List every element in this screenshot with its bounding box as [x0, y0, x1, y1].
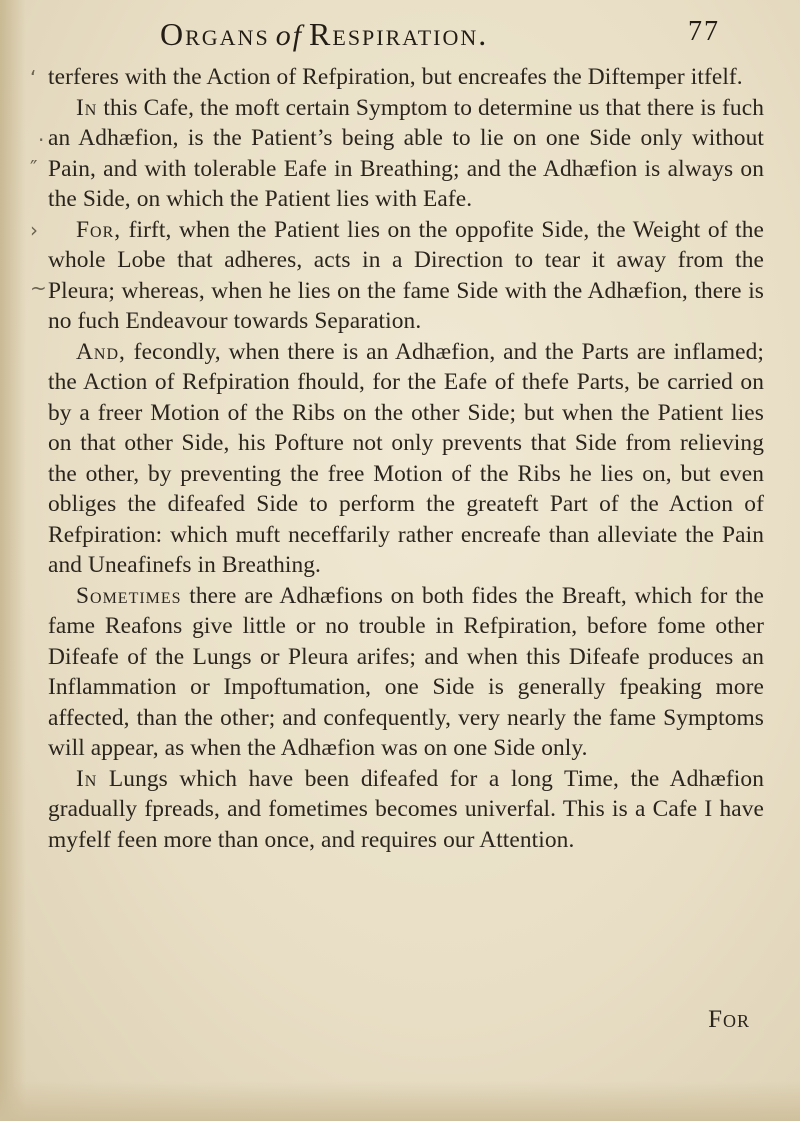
paragraph-6-text: Lungs which have been difeafed for a long Time, the Adhæfion gradually fpreads, and fometimes becomes univerfal. This is a Cafe I have myfelf feen more than once, and requires our Attention. [48, 765, 764, 853]
running-head-title-part-1: Organs [160, 16, 270, 52]
margin-pencil-mark: ″ [30, 156, 38, 180]
margin-pencil-mark: › [30, 218, 38, 242]
paragraph-5 [48, 581, 764, 764]
paragraph-3 [48, 215, 764, 337]
body-text [48, 62, 764, 855]
paragraph-4-lead: And, [76, 338, 126, 365]
margin-pencil-mark: ‘ [30, 66, 37, 90]
running-head [160, 16, 720, 56]
paragraph-2-text: this Cafe, the moft certain Symptom to determine us that there is fuch an Adhæfion, is the Patient’s being able to lie on one Side only without Pain, and with tolerable Eafe in Breathing; and the Adhæfion is always on the Side, on which the Patient lies with Eafe. [48, 94, 764, 212]
running-head-title-part-2: Respiration. [309, 16, 489, 52]
paragraph-3-lead: For, [76, 216, 122, 243]
paragraph-4 [48, 337, 764, 581]
paragraph-5-text: there are Adhæfions on both fides the Breaft, which for the fame Reafons give little or no trouble in Refpiration, before fome other Difeafe of the Lungs or Pleura arifes; and when this Difeafe produces an Inflammation or Impoftumation, one Side is generally fpeaking more affected, than the other; and confequently, very nearly the fame Symptoms will appear, as when the Adhæfion was on one Side only. [48, 582, 764, 761]
catchword: For [708, 1006, 750, 1033]
paragraph-2 [48, 93, 764, 215]
paragraph-2-lead: In [76, 94, 98, 121]
paragraph-3-text: firft, when the Patient lies on the oppofite Side, the Weight of the whole Lobe that adheres, acts in a Direction to tear it away from the Pleura; whereas, when he lies on the fame Side with the Adhæfion, there is no fuch Endeavour towards Separation. [48, 216, 764, 334]
margin-pencil-mark: · [38, 128, 45, 152]
paragraph-5-lead: Sometimes [76, 582, 182, 609]
margin-pencil-mark: ~ [30, 276, 47, 300]
paragraph-1 [48, 62, 764, 93]
paragraph-6 [48, 764, 764, 856]
paragraph-4-text: fecondly, when there is an Adhæfion, and the Parts are inflamed; the Action of Refpiration fhould, for the Eafe of thefe Parts, be carried on by a freer Motion of the Ribs on the other Side; but when the Patient lies on that other Side, his Pofture not only prevents that Side from relieving the other, by preventing the free Motion of the Ribs he lies on, but even obliges the difeafed Side to perform the greateft Part of the Action of Refpiration: which muft neceffarily rather encreafe than alleviate the Pain and Uneafinefs in Breathing. [48, 338, 764, 578]
page-number: 77 [688, 16, 720, 47]
paragraph-6-lead: In [76, 765, 98, 792]
running-head-title-of: of [275, 19, 304, 52]
paragraph-1-text: terferes with the Action of Refpiration, but encreafes the Diftemper itfelf. [48, 64, 743, 90]
